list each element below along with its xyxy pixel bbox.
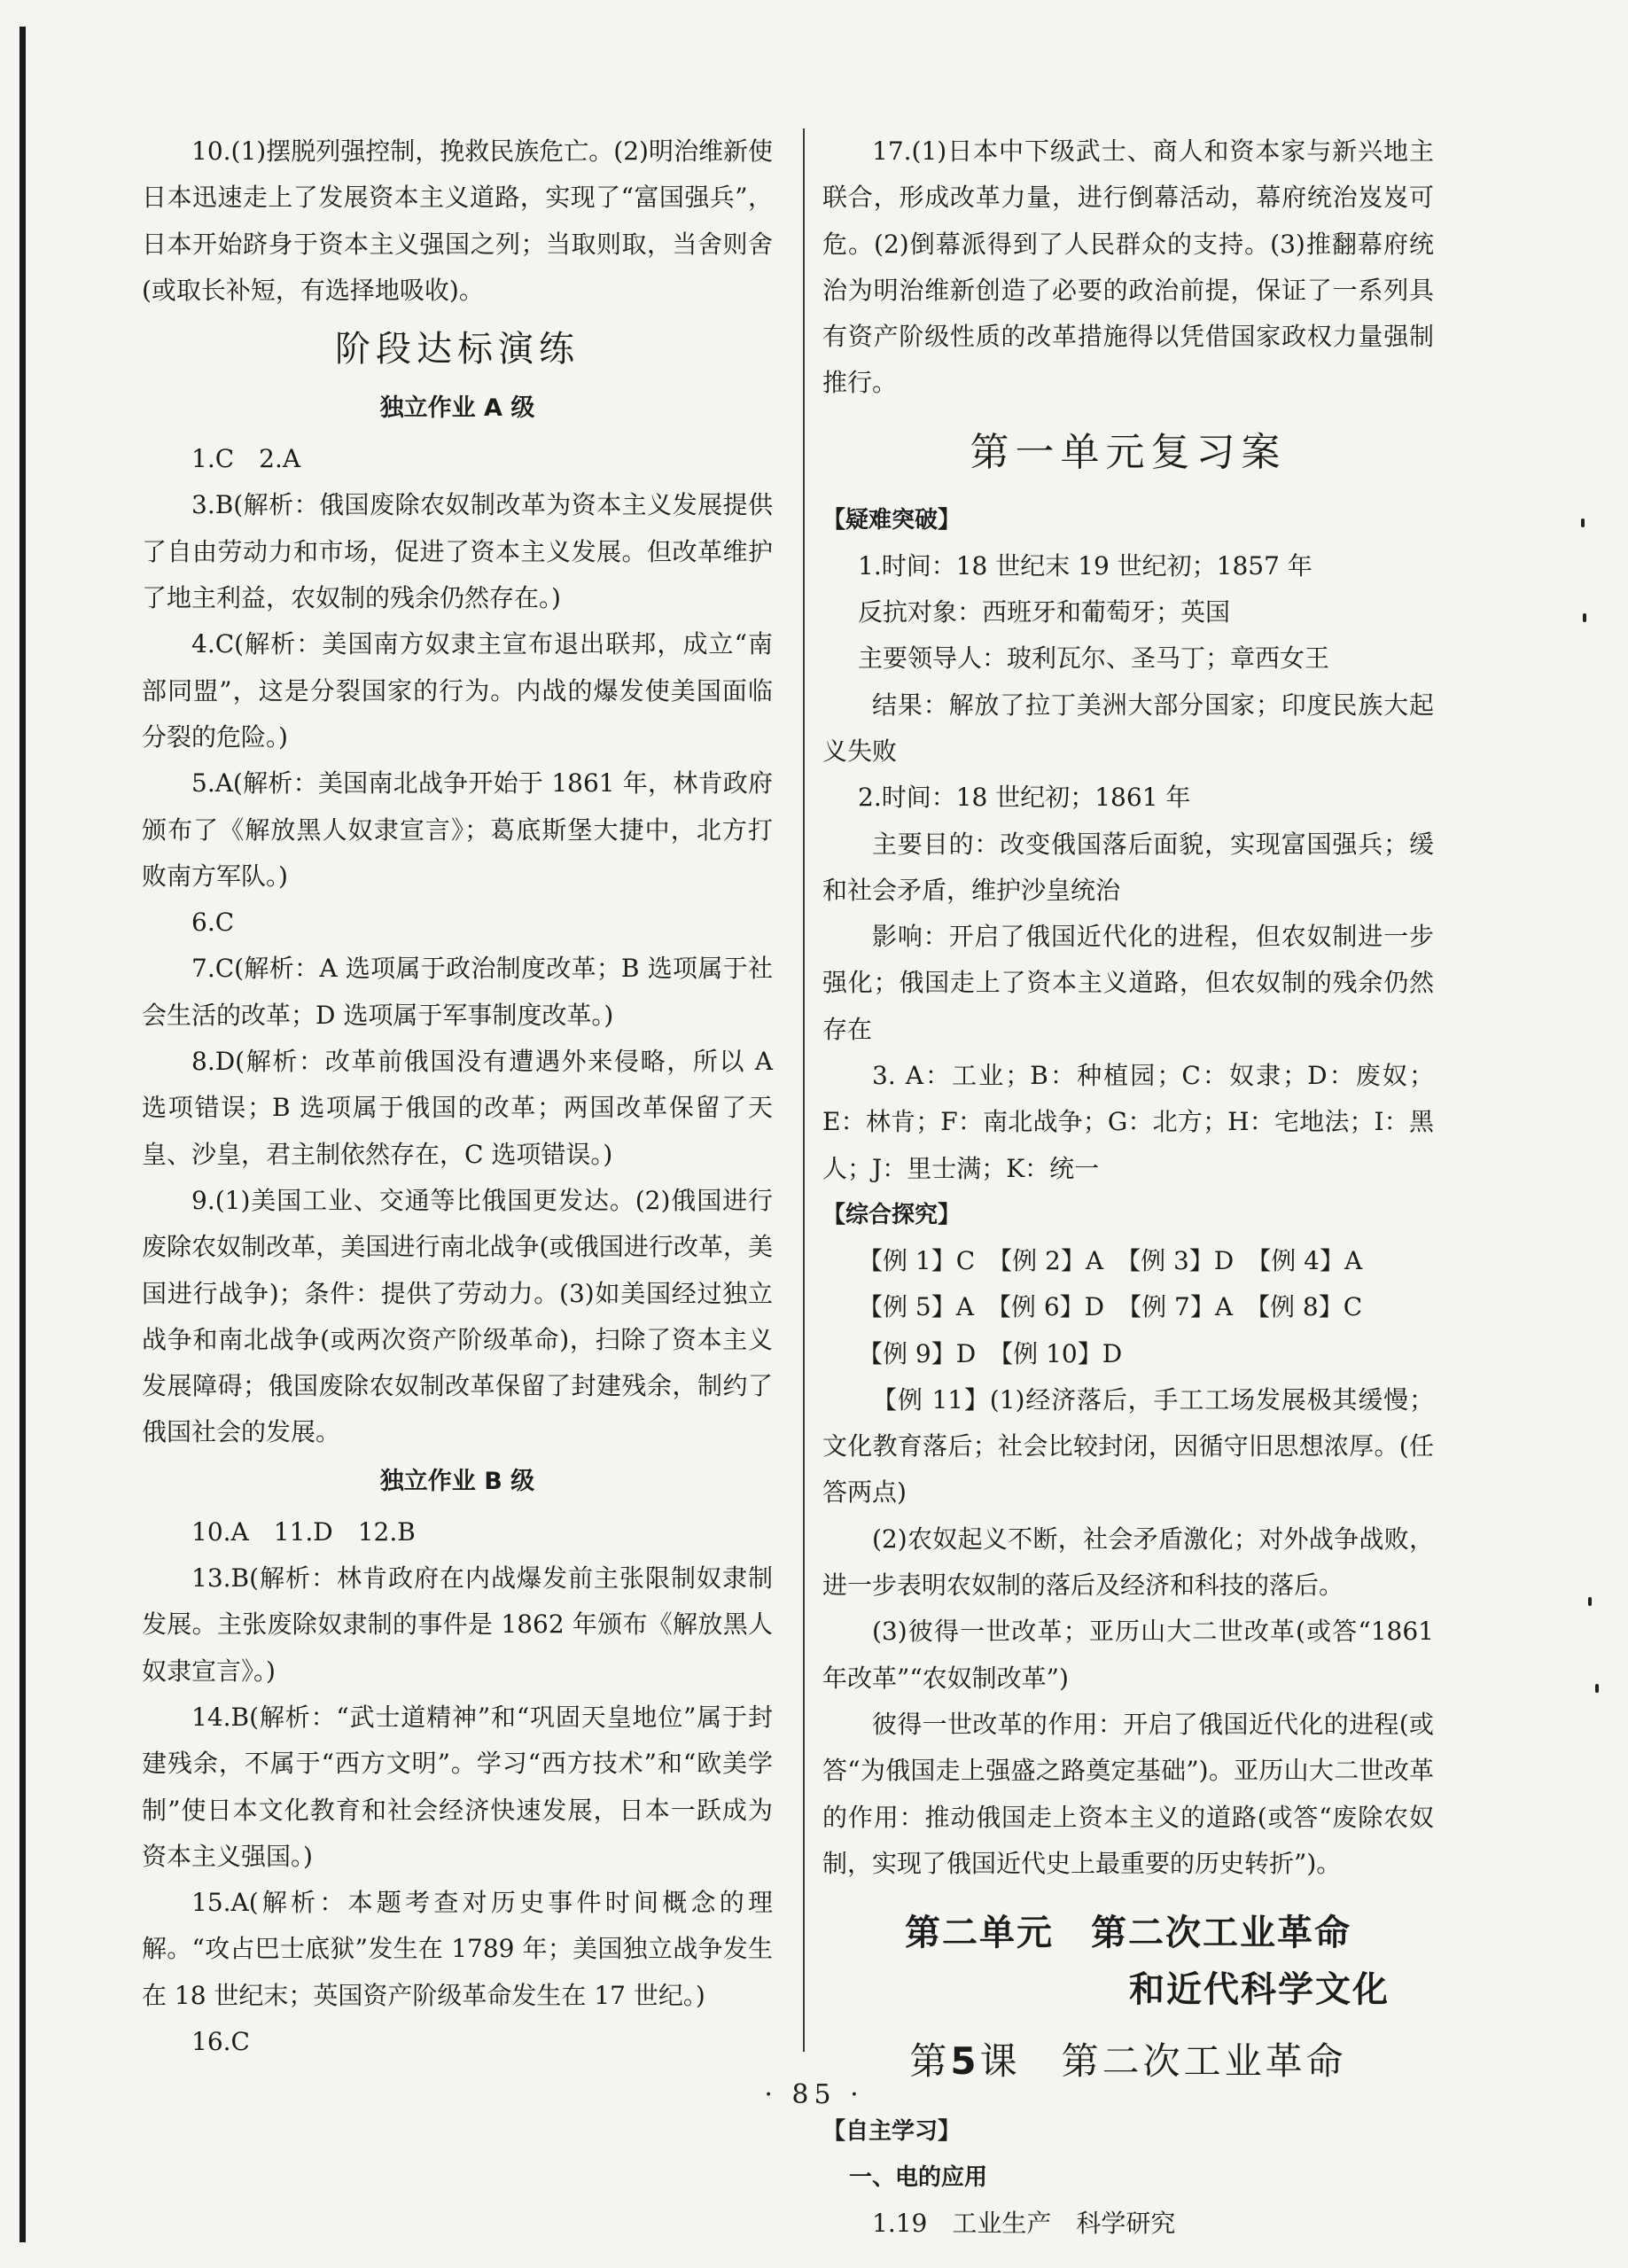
d1-leaders: 主要领导人：玻利瓦尔、圣马丁；章西女王 (858, 643, 1330, 674)
unit-2-title-line-2: 和近代科学文化 (1129, 1969, 1390, 2011)
self-study-tag: 【自主学习】 (822, 2118, 962, 2146)
answer-4: 4.C(解析：美国南方奴隶主宣布退出联邦，成立“南部同盟”，这是分裂国家的行为。内战的爆发使美国面临分裂的危险。) (142, 629, 773, 752)
answer-6: 6.C (191, 908, 235, 938)
lesson-number: 5 (950, 2039, 980, 2084)
d3-answers: 3. A：工业；B：种植园；C：奴隶；D：废奴；E：林肯；F：南北战争；G：北方；H：宅地法；I：黑人；J：里士满；K：统一 (822, 1061, 1434, 1183)
lesson-prefix: 第 (909, 2039, 951, 2084)
stage-practice-title: 阶段达标演练 (335, 329, 580, 370)
answer-3: 3.B(解析：俄国废除农奴制改革为资本主义发展提供了自由劳动力和市场，促进了资本主义发展。但改革维护了地主利益，农奴制的残余仍然存在。) (142, 490, 773, 613)
answer-1-2: 1.C 2.A (191, 444, 301, 474)
level-b-heading: 独立作业 B 级 (379, 1467, 535, 1495)
scan-speck (1588, 1597, 1592, 1606)
section-1-answer: 1.19 工业生产 科学研究 (872, 2209, 1176, 2239)
d2-purpose: 主要目的：改变俄国落后面貌，实现富国强兵；缓和社会矛盾，维护沙皇统治 (822, 829, 1434, 905)
answer-5: 5.A(解析：美国南北战争开始于 1861 年，林肯政府颁布了《解放黑人奴隶宣言》；葛底斯堡大捷中，北方打败南方军队。) (142, 768, 773, 891)
answer-9: 9.(1)美国工业、交通等比俄国更发达。(2)俄国进行废除农奴制改革，美国进行南北战争(或俄国进行改革，美国进行战争)；条件：提供了劳动力。(3)如美国经过独立战争和南北战争(或两次资产阶级革命)，扫除了资本主义发展障碍；俄国废除农奴制改革保留了封建残余，制约了俄国社会的发展。 (142, 1185, 773, 1447)
scan-speck (1595, 1684, 1599, 1693)
answer-15: 15.A(解析：本题考查对历史事件时间概念的理解。“攻占巴士底狱”发生在 1789 年；美国独立战争发生在 18 世纪末；英国资产阶级革命发生在 17 世纪。) (142, 1888, 773, 2010)
section-1-title: 一、电的应用 (849, 2164, 988, 2192)
example-11-part-2: (2)农奴起义不断，社会矛盾激化；对外战争战败，进一步表明农奴制的落后及经济和科技的落后。 (822, 1524, 1434, 1601)
examples-row-1: 【例 1】C 【例 2】A 【例 3】D 【例 4】A (858, 1245, 1363, 1275)
answer-14: 14.B(解析：“武士道精神”和“巩固天皇地位”属于封建残余，不属于“西方文明”。学习“西方技术”和“欧美学制”使日本文化教育和社会经济快速发展，日本一跃成为资本主义强国。) (142, 1702, 773, 1871)
page-edge-shadow (19, 27, 26, 2242)
example-11-part-3: (3)彼得一世改革；亚历山大二世改革(或答“1861 年改革”“农奴制改革”) (822, 1617, 1434, 1693)
examples-row-2: 【例 5】A 【例 6】D 【例 7】A 【例 8】C (858, 1292, 1363, 1322)
answer-16: 16.C (191, 2026, 250, 2056)
unit-review-title: 第一单元复习案 (970, 429, 1287, 475)
answer-7: 7.C(解析：A 选项属于政治制度改革；B 选项属于社会生活的改革；D 选项属于军事制度改革。) (142, 954, 773, 1030)
answer-17: 17.(1)日本中下级武士、商人和资本家与新兴地主联合，形成改革力量，进行倒幕活动，幕府统治岌岌可危。(2)倒幕派得到了人民群众的支持。(3)推翻幕府统治为明治维新创造了必要的政治前提，保证了一系列具有资产阶级性质的改革措施得以凭借国家政权力量强制推行。 (822, 136, 1434, 398)
d1-target: 反抗对象：西班牙和葡萄牙；英国 (858, 597, 1231, 627)
answer-10: 10.(1)摆脱列强控制，挽救民族危亡。(2)明治维新使日本迅速走上了发展资本主义道路，实现了“富国强兵”，日本开始跻身于资本主义强国之列；当取则取，当舍则舍(或取长补短，有选择地吸收)。 (142, 136, 773, 305)
lesson-suffix: 课 第二次工业革命 (979, 2039, 1347, 2084)
page-number: · 85 · (764, 2079, 864, 2110)
left-column (142, 129, 773, 2065)
examples-row-3: 【例 9】D 【例 10】D (858, 1338, 1123, 1368)
scan-speck (1583, 613, 1586, 622)
unit-2-title-line-1: 第二单元 第二次工业革命 (905, 1913, 1351, 1954)
d1-time: 1.时间：18 世纪末 19 世纪初；1857 年 (858, 550, 1313, 581)
level-a-heading: 独立作业 A 级 (379, 394, 535, 423)
right-column (822, 129, 1434, 2247)
d1-result: 结果：解放了拉丁美洲大部分国家；印度民族大起义失败 (822, 690, 1434, 766)
difficulty-tag: 【疑难突破】 (822, 506, 962, 534)
d2-impact: 影响：开启了俄国近代化的进程，但农奴制进一步强化；俄国走上了资本主义道路，但农奴制的残余仍然存在 (822, 922, 1434, 1044)
example-11-part-1: 【例 11】(1)经济落后，手工工场发展极其缓慢；文化教育落后；社会比较封闭，因循守旧思想浓厚。(任答两点) (822, 1384, 1434, 1508)
answer-10-12: 10.A 11.D 12.B (191, 1516, 416, 1547)
example-11-part-4: 彼得一世改革的作用：开启了俄国近代化的进程(或答“为俄国走上强盛之路奠定基础”)。亚历山大二世改革的作用：推动俄国走上资本主义的道路(或答“废除农奴制，实现了俄国近代史上最重要的历史转折”)。 (822, 1709, 1434, 1878)
scan-speck (1581, 518, 1585, 527)
explore-tag: 【综合探究】 (822, 1201, 962, 1228)
column-divider (803, 129, 805, 2052)
answer-13: 13.B(解析：林肯政府在内战爆发前主张限制奴隶制发展。主张废除奴隶制的事件是 1862 年颁布《解放黑人奴隶宣言》。) (142, 1563, 773, 1686)
d2-time: 2.时间：18 世纪初；1861 年 (858, 783, 1191, 813)
answer-8: 8.D(解析：改革前俄国没有遭遇外来侵略，所以 A 选项错误；B 选项属于俄国的改革；两国改革保留了天皇、沙皇，君主制依然存在，C 选项错误。) (142, 1047, 773, 1169)
